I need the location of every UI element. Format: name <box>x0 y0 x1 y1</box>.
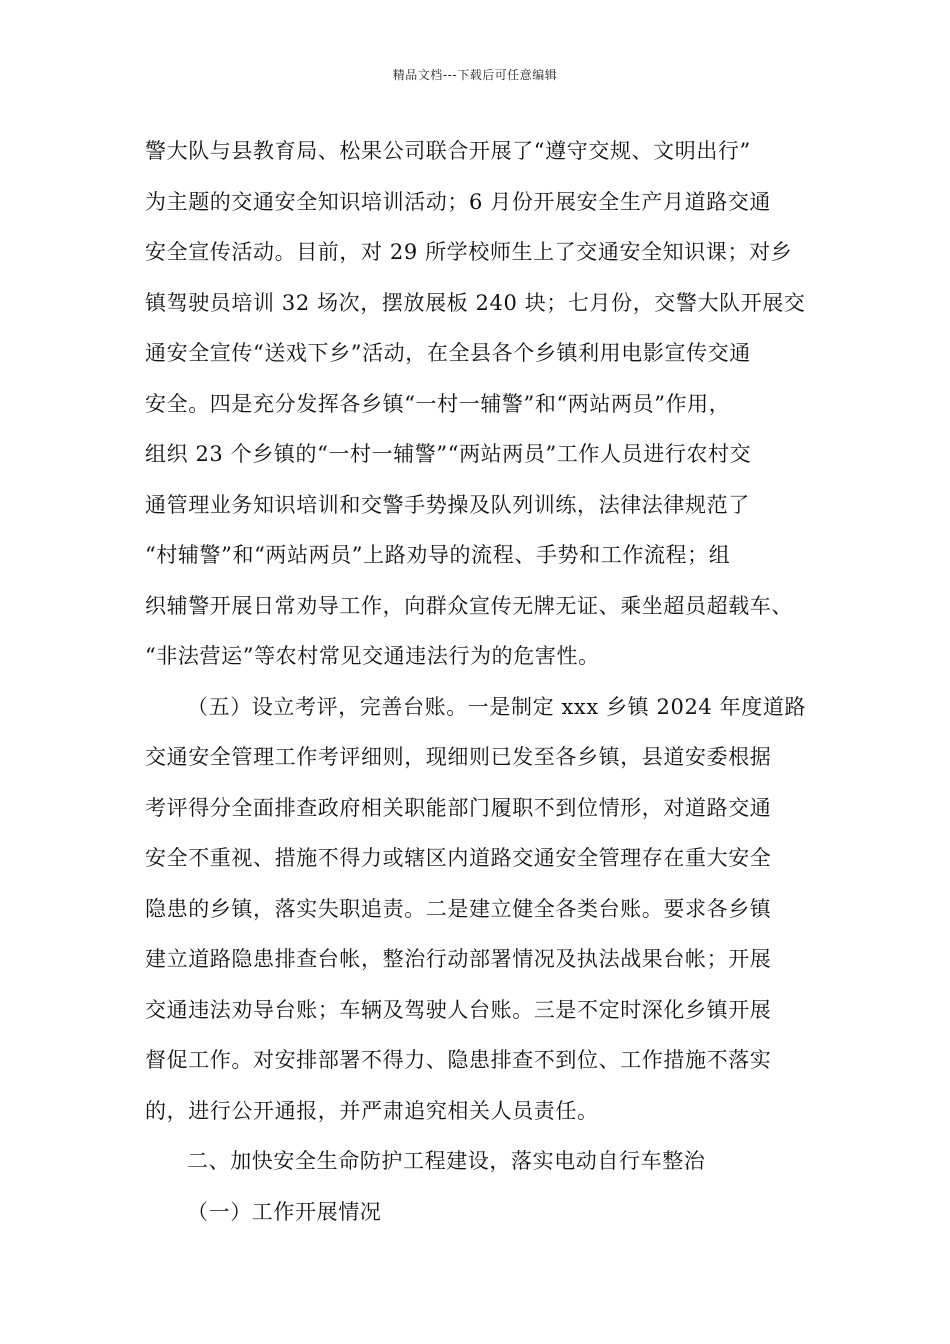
text-line: 镇驾驶员培训 32 场次，摆放展板 240 块；七月份，交警大队开展交 <box>145 290 806 315</box>
text-line: （一）工作开展情况 <box>187 1199 382 1224</box>
text-line: 为主题的交通安全知识培训活动；6 月份开展安全生产月道路交通 <box>145 189 772 214</box>
text-line: （五）设立考评，完善台账。一是制定 xxx 乡镇 2024 年度道路 <box>187 694 807 719</box>
text-line: 织辅警开展日常劝导工作，向群众宣传无牌无证、乘坐超员超载车、 <box>145 593 793 618</box>
document-body <box>145 126 813 1237</box>
text-line: 交通安全管理工作考评细则，现细则已发至各乡镇，县道安委根据 <box>145 745 772 769</box>
text-line: 通安全宣传“送戏下乡”活动，在全县各个乡镇利用电影宣传交通 <box>145 341 751 365</box>
text-line: 安全。四是充分发挥各乡镇“一村一辅警”和“两站两员”作用， <box>145 391 731 416</box>
page-header: 精品文档---下载后可任意编辑 <box>392 68 558 82</box>
text-line: 交通违法劝导台账；车辆及驾驶人台账。三是不定时深化乡镇开展 <box>145 997 772 1022</box>
text-line: 组织 23 个乡镇的“一村一辅警”“两站两员”工作人员进行农村交 <box>145 442 752 466</box>
text-line: 考评得分全面排查政府相关职能部门履职不到位情形，对道路交通 <box>145 795 772 820</box>
text-line: 隐患的乡镇，落实失职追责。二是建立健全各类台账。要求各乡镇 <box>145 896 772 921</box>
text-line: “村辅警”和“两站两员”上路劝导的流程、手势和工作流程；组 <box>145 543 731 567</box>
text-line: 通管理业务知识培训和交警手势操及队列训练，法律法律规范了 <box>145 492 750 517</box>
text-line: 二、加快安全生命防护工程建设，落实电动自行车整治 <box>187 1149 706 1173</box>
text-line: 安全宣传活动。目前，对 29 所学校师生上了交通安全知识课；对乡 <box>145 240 793 264</box>
text-line: 建立道路隐患排查台帐，整治行动部署情况及执法战果台帐；开展 <box>145 947 772 971</box>
text-line: 的，进行公开通报，并严肃追究相关人员责任。 <box>145 1098 599 1123</box>
text-line: “非法营运”等农村常见交通违法行为的危害性。 <box>145 644 600 668</box>
text-line: 安全不重视、措施不得力或辖区内道路交通安全管理存在重大安全 <box>145 846 772 870</box>
text-line: 督促工作。对安排部署不得力、隐患排查不到位、工作措施不落实 <box>145 1048 772 1072</box>
text-line: 警大队与县教育局、松果公司联合开展了“遵守交规、文明出行” <box>145 139 751 163</box>
